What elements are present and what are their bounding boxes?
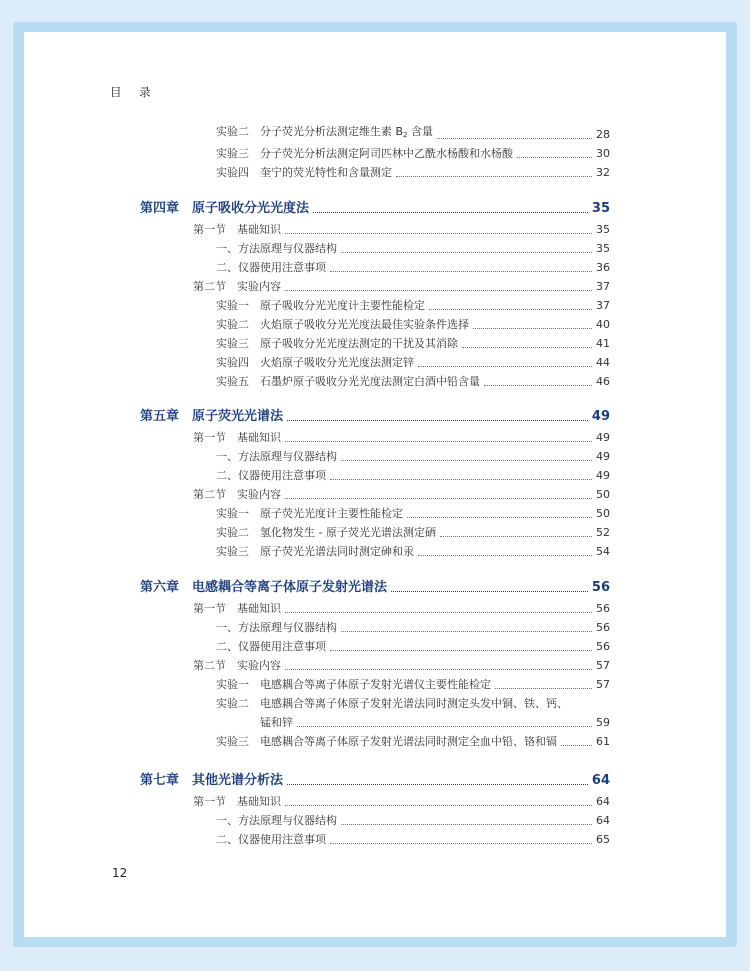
dot-leader bbox=[285, 611, 592, 613]
toc-section[interactable] bbox=[193, 487, 610, 503]
dot-leader bbox=[287, 783, 588, 785]
toc-entry-label: 第二节 实验内容 bbox=[193, 280, 281, 293]
toc-entry-experiment[interactable] bbox=[216, 146, 610, 162]
chapter-title: 第五章 原子荧光光谱法 bbox=[140, 409, 284, 424]
toc-subsection[interactable] bbox=[216, 241, 610, 257]
toc-entry-label: 一、方法原理与仪器结构 bbox=[216, 450, 337, 463]
toc-section[interactable] bbox=[193, 430, 610, 446]
chapter-title: 第六章 电感耦合等离子体原子发射光谱法 bbox=[140, 580, 388, 595]
dot-leader bbox=[297, 725, 592, 727]
toc-entry-experiment[interactable] bbox=[216, 336, 610, 352]
toc-subsection[interactable] bbox=[216, 449, 610, 465]
toc-entry-label: 二、仪器使用注意事项 bbox=[216, 261, 326, 274]
toc-entry-label: 实验四 奎宁的荧光特性和含量测定 bbox=[216, 166, 392, 179]
toc-entry-label: 第一节 基础知识 bbox=[193, 223, 281, 236]
dot-leader bbox=[285, 232, 592, 234]
toc-entry-label: 锰和锌 bbox=[260, 716, 293, 729]
toc-page-number: 28 bbox=[596, 128, 610, 141]
dot-leader bbox=[341, 630, 592, 632]
toc-page-number: 54 bbox=[596, 545, 610, 558]
toc-page-number: 46 bbox=[596, 375, 610, 388]
toc-page-number: 49 bbox=[596, 469, 610, 482]
toc-entry-experiment[interactable] bbox=[216, 355, 610, 371]
toc-section[interactable] bbox=[193, 279, 610, 295]
toc-entry-experiment[interactable] bbox=[216, 696, 610, 712]
toc-page-number: 40 bbox=[596, 318, 610, 331]
toc-entry-experiment[interactable] bbox=[216, 374, 610, 390]
toc-entry-label: 第二节 实验内容 bbox=[193, 488, 281, 501]
toc-page-number: 57 bbox=[596, 659, 610, 672]
toc-entry-label: 实验一 原子荧光光度计主要性能检定 bbox=[216, 507, 403, 520]
toc-entry-experiment[interactable] bbox=[216, 165, 610, 181]
toc-page-number: 30 bbox=[596, 147, 610, 160]
toc-entry-label: 第一节 基础知识 bbox=[193, 431, 281, 444]
toc-section[interactable] bbox=[193, 658, 610, 674]
toc-page-number: 35 bbox=[596, 223, 610, 236]
dot-leader bbox=[484, 384, 592, 386]
running-head: 目 录 bbox=[110, 85, 158, 99]
toc-page-number: 49 bbox=[591, 409, 610, 424]
page-number: 12 bbox=[112, 866, 128, 880]
toc-chapter-6[interactable] bbox=[140, 578, 610, 598]
dot-leader bbox=[330, 649, 592, 651]
dot-leader bbox=[495, 687, 592, 689]
toc-page-number: 49 bbox=[596, 431, 610, 444]
toc-subsection[interactable] bbox=[216, 832, 610, 848]
dot-leader bbox=[462, 346, 592, 348]
toc-page-number: 56 bbox=[596, 602, 610, 615]
toc-entry-experiment[interactable] bbox=[216, 734, 610, 750]
toc-entry-label: 一、方法原理与仪器结构 bbox=[216, 814, 337, 827]
toc-entry-label: 实验五 石墨炉原子吸收分光光度法测定白酒中铅含量 bbox=[216, 375, 480, 388]
toc-entry-experiment[interactable] bbox=[216, 127, 610, 143]
toc-entry-label: 实验二 火焰原子吸收分光光度法最佳实验条件选择 bbox=[216, 318, 469, 331]
dot-leader bbox=[341, 823, 592, 825]
toc-entry-experiment[interactable] bbox=[216, 506, 610, 522]
toc-section[interactable] bbox=[193, 222, 610, 238]
toc-entry-experiment[interactable] bbox=[216, 544, 610, 560]
dot-leader bbox=[313, 211, 588, 213]
toc-page-number: 50 bbox=[596, 507, 610, 520]
toc-page-number: 57 bbox=[596, 678, 610, 691]
dot-leader bbox=[418, 365, 592, 367]
toc-page-number: 56 bbox=[596, 621, 610, 634]
toc-chapter-4[interactable] bbox=[140, 199, 610, 219]
chapter-title: 第四章 原子吸收分光光度法 bbox=[140, 201, 310, 216]
dot-leader bbox=[330, 270, 592, 272]
toc-subsection[interactable] bbox=[216, 620, 610, 636]
toc-section[interactable] bbox=[193, 794, 610, 810]
dot-leader bbox=[287, 419, 588, 421]
toc-entry-label: 实验二 氢化物发生 - 原子荧光光谱法测定硒 bbox=[216, 526, 436, 539]
toc-chapter-5[interactable] bbox=[140, 407, 610, 427]
toc-entry-experiment-continued[interactable] bbox=[260, 715, 610, 731]
dot-leader bbox=[285, 668, 592, 670]
toc-chapter-7[interactable] bbox=[140, 771, 610, 791]
toc-entry-label: 实验三 电感耦合等离子体原子发射光谱法同时测定全血中铅、铬和镉 bbox=[216, 735, 557, 748]
chapter-title: 第七章 其他光谱分析法 bbox=[140, 773, 284, 788]
toc-entry-label: 实验三 原子荧光光谱法同时测定砷和汞 bbox=[216, 545, 414, 558]
toc-subsection[interactable] bbox=[216, 468, 610, 484]
toc-entry-label: 第一节 基础知识 bbox=[193, 602, 281, 615]
toc-entry-label: 一、方法原理与仪器结构 bbox=[216, 242, 337, 255]
toc-page-number: 37 bbox=[596, 280, 610, 293]
toc-page-number: 35 bbox=[596, 242, 610, 255]
toc-page-number: 41 bbox=[596, 337, 610, 350]
dot-leader bbox=[391, 590, 588, 592]
toc-page-number: 56 bbox=[591, 580, 610, 595]
toc-subsection[interactable] bbox=[216, 813, 610, 829]
toc-page-number: 64 bbox=[591, 773, 610, 788]
toc-subsection[interactable] bbox=[216, 639, 610, 655]
dot-leader bbox=[561, 744, 592, 746]
toc-page-number: 32 bbox=[596, 166, 610, 179]
toc-entry-label: 二、仪器使用注意事项 bbox=[216, 833, 326, 846]
toc-page-number: 64 bbox=[596, 795, 610, 808]
dot-leader bbox=[330, 478, 592, 480]
toc-entry-label: 第一节 基础知识 bbox=[193, 795, 281, 808]
dot-leader bbox=[429, 308, 592, 310]
dot-leader bbox=[285, 804, 592, 806]
toc-entry-experiment[interactable] bbox=[216, 317, 610, 333]
toc-page-number: 35 bbox=[591, 201, 610, 216]
toc-entry-label: 实验二 电感耦合等离子体原子发射光谱法同时测定头发中铜、铁、钙、 bbox=[216, 697, 568, 710]
toc-page-number: 61 bbox=[596, 735, 610, 748]
toc-page-number: 44 bbox=[596, 356, 610, 369]
dot-leader bbox=[285, 289, 592, 291]
dot-leader bbox=[330, 842, 592, 844]
toc-entry-label: 一、方法原理与仪器结构 bbox=[216, 621, 337, 634]
dot-leader bbox=[440, 535, 592, 537]
dot-leader bbox=[517, 156, 592, 158]
toc-entry-label: 实验一 电感耦合等离子体原子发射光谱仪主要性能检定 bbox=[216, 678, 491, 691]
dot-leader bbox=[437, 137, 592, 139]
toc-entry-experiment[interactable] bbox=[216, 525, 610, 541]
toc-page-number: 64 bbox=[596, 814, 610, 827]
toc-page-number: 36 bbox=[596, 261, 610, 274]
dot-leader bbox=[341, 251, 592, 253]
toc-entry-experiment[interactable] bbox=[216, 298, 610, 314]
toc-entry-label: 实验三 原子吸收分光光度法测定的干扰及其消除 bbox=[216, 337, 458, 350]
dot-leader bbox=[396, 175, 592, 177]
toc-page-number: 50 bbox=[596, 488, 610, 501]
toc-entry-label: 实验四 火焰原子吸收分光光度法测定锌 bbox=[216, 356, 414, 369]
toc-page-number: 59 bbox=[596, 716, 610, 729]
toc-entry-label: 第二节 实验内容 bbox=[193, 659, 281, 672]
toc-entry-label: 实验二 分子荧光分析法测定维生素 $B_2$ 含量 bbox=[216, 125, 434, 139]
dot-leader bbox=[285, 497, 592, 499]
dot-leader bbox=[418, 554, 592, 556]
toc-entry-label: 实验三 分子荧光分析法测定阿司匹林中乙酰水杨酸和水杨酸 bbox=[216, 147, 513, 160]
toc-page-number: 37 bbox=[596, 299, 610, 312]
toc-section[interactable] bbox=[193, 601, 610, 617]
dot-leader bbox=[407, 516, 592, 518]
dot-leader bbox=[285, 440, 592, 442]
toc-page-number: 56 bbox=[596, 640, 610, 653]
dot-leader bbox=[341, 459, 592, 461]
toc-entry-experiment[interactable] bbox=[216, 677, 610, 693]
toc-entry-label: 二、仪器使用注意事项 bbox=[216, 469, 326, 482]
toc-subsection[interactable] bbox=[216, 260, 610, 276]
toc-entry-label: 实验一 原子吸收分光光度计主要性能检定 bbox=[216, 299, 425, 312]
toc-page-number: 65 bbox=[596, 833, 610, 846]
toc-entry-label: 二、仪器使用注意事项 bbox=[216, 640, 326, 653]
toc-page-number: 49 bbox=[596, 450, 610, 463]
dot-leader bbox=[473, 327, 592, 329]
toc-page-number: 52 bbox=[596, 526, 610, 539]
